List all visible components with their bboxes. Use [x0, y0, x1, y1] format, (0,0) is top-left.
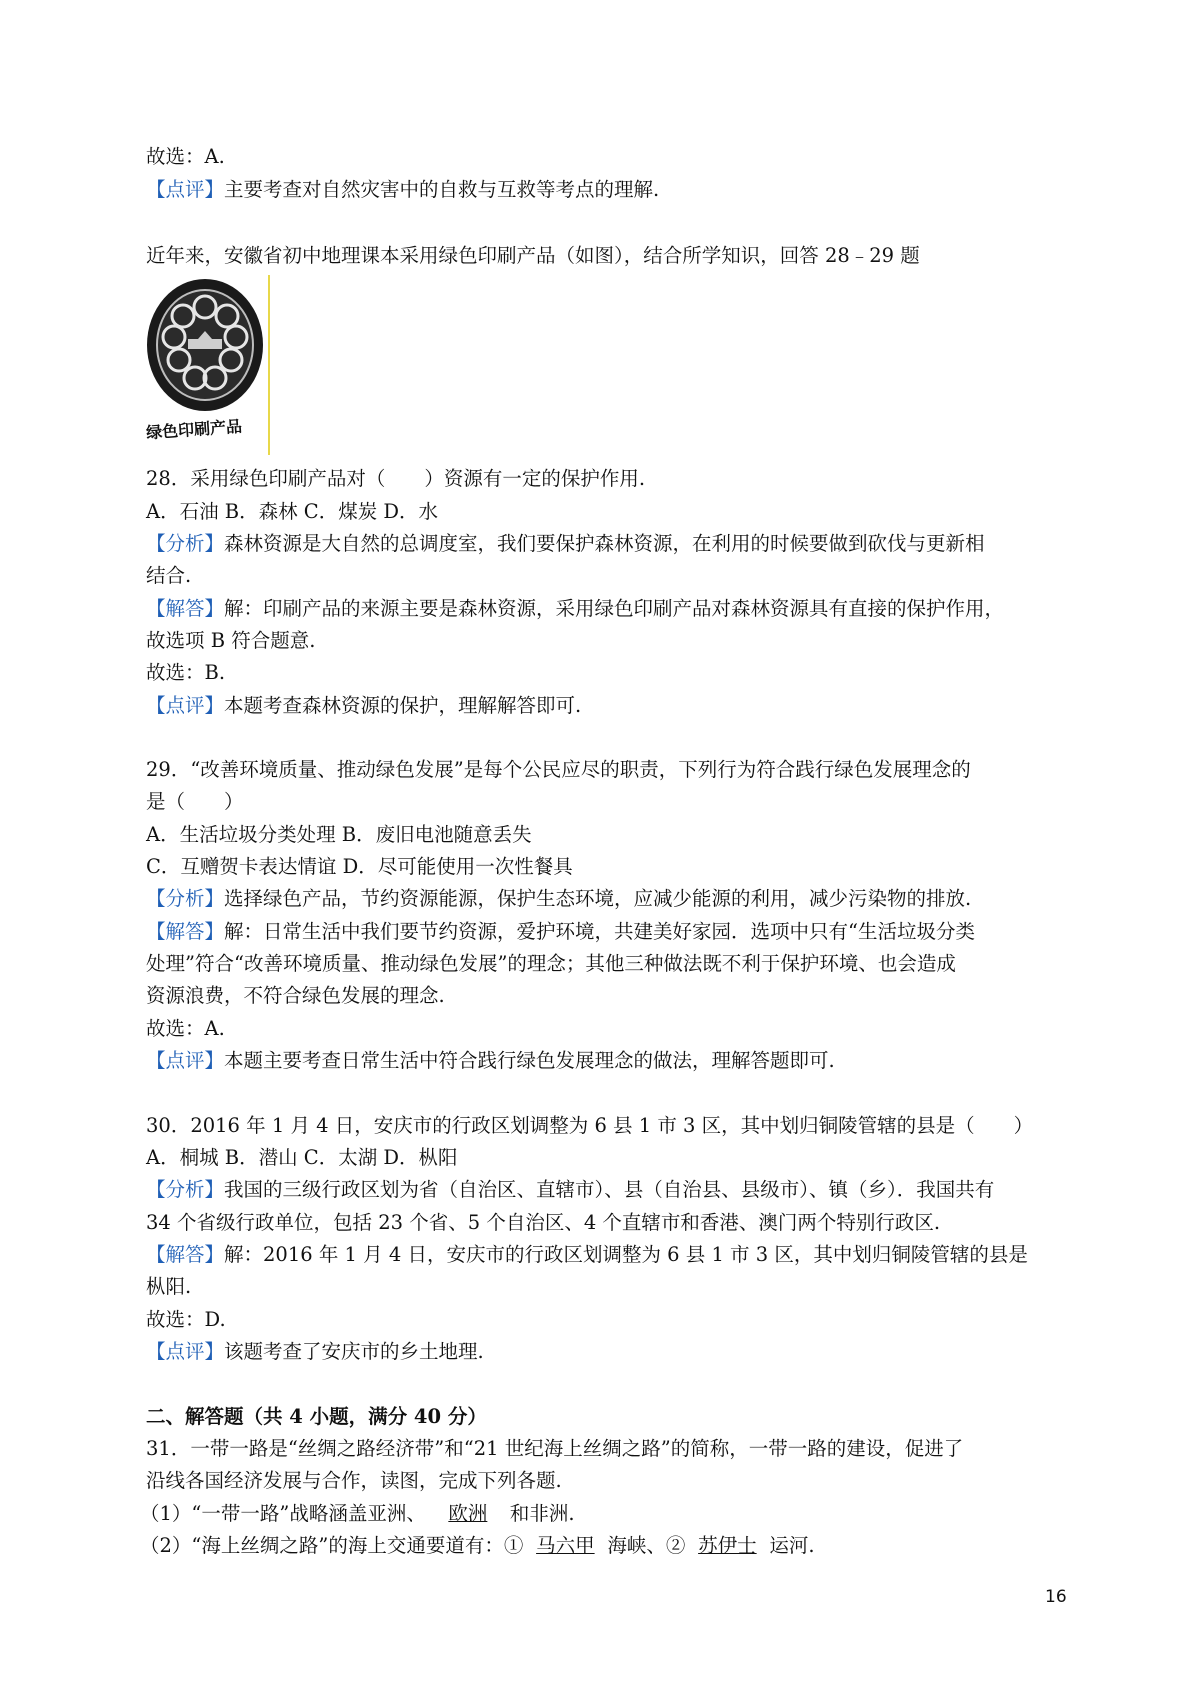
- analysis-text: 森林资源是大自然的总调度室，我们要保护森林资源，在利用的时候要做到砍伐与更新相: [224, 532, 985, 555]
- comment-text: 本题考查森林资源的保护，理解解答即可.: [224, 694, 582, 717]
- q31-sub1: [140, 1500, 575, 1528]
- q30-stem: 30．2016 年 1 月 4 日，安庆市的行政区划调整为 6 县 1 市 3 区，其中划归铜陵管辖的县是（ ）: [146, 1114, 1034, 1137]
- sub2-suffix: 运河.: [769, 1534, 815, 1557]
- solution-text: 解：2016 年 1 月 4 日，安庆市的行政区划调整为 6 县 1 市 3 区，其中划归铜陵管辖的县是: [224, 1243, 1028, 1266]
- q28-stem: 28．采用绿色印刷产品对（ ）资源有一定的保护作用.: [146, 467, 646, 490]
- q28-answer: 故选：B.: [146, 661, 226, 684]
- sub2-prefix: （2）“海上丝绸之路”的海上交通要道有：①: [140, 1534, 524, 1557]
- q30-solution: [146, 1241, 1028, 1269]
- q30-analysis-cont: 34 个省级行政单位，包括 23 个省、5 个自治区、4 个直辖市和香港、澳门两个特别行政区.: [146, 1211, 941, 1234]
- prev-comment: [146, 176, 659, 204]
- comment-tag: 【点评】: [146, 178, 225, 201]
- analysis-tag: 【分析】: [146, 1178, 225, 1201]
- comment-tag: 【点评】: [146, 1049, 225, 1072]
- q31-stem-cont: 沿线各国经济发展与合作，读图，完成下列各题.: [146, 1469, 562, 1492]
- q30-answer: 故选：D.: [146, 1308, 226, 1331]
- solution-tag: 【解答】: [146, 920, 225, 943]
- analysis-text: 选择绿色产品，节约资源能源，保护生态环境，应减少能源的利用，减少污染物的排放.: [224, 887, 972, 910]
- q30-solution-cont: 枞阳.: [146, 1275, 192, 1298]
- q29-answer: 故选：A.: [146, 1017, 225, 1040]
- q30-analysis: [146, 1176, 994, 1204]
- comment-text: 该题考查了安庆市的乡土地理.: [224, 1340, 484, 1363]
- q28-options: A．石油 B．森林 C．煤炭 D．水: [146, 500, 439, 523]
- q29-solution: [146, 918, 975, 946]
- sub2-middle: 海峡、②: [607, 1534, 686, 1557]
- section-title: 二、解答题（共 4 小题，满分 40 分）: [146, 1405, 487, 1428]
- sub1-suffix: 和非洲.: [509, 1502, 575, 1525]
- prev-answer: 故选：A.: [146, 145, 225, 168]
- q29-solution-cont-2: 资源浪费，不符合绿色发展的理念.: [146, 984, 445, 1007]
- q29-solution-cont-1: 处理”符合“改善环境质量、推动绿色发展”的理念；其他三种做法既不利于保护环境、也会造成: [146, 952, 956, 975]
- q30-options: A．桐城 B．潜山 C．太湖 D．枞阳: [146, 1146, 458, 1169]
- intro-text: 近年来，安徽省初中地理课本采用绿色印刷产品（如图），结合所学知识，回答 28﹣29 题: [146, 244, 920, 267]
- q28-solution: [146, 595, 1004, 623]
- sub1-prefix: （1）“一带一路”战略涵盖亚洲、: [140, 1502, 426, 1525]
- sub1-answer-blank: 欧洲: [448, 1502, 488, 1525]
- analysis-tag: 【分析】: [146, 887, 225, 910]
- comment-text: 主要考查对自然灾害中的自救与互救等考点的理解.: [224, 178, 660, 201]
- analysis-text: 我国的三级行政区划为省（自治区、直辖市）、县（自治县、县级市）、镇（乡）．我国共有: [224, 1178, 995, 1201]
- q29-stem-cont: 是（ ）: [146, 790, 244, 813]
- q28-comment: [146, 692, 581, 720]
- q28-analysis-cont: 结合.: [146, 564, 192, 587]
- solution-tag: 【解答】: [146, 1243, 225, 1266]
- comment-text: 本题主要考查日常生活中符合践行绿色发展理念的做法，理解答题即可.: [224, 1049, 835, 1072]
- comment-tag: 【点评】: [146, 694, 225, 717]
- solution-text: 解：印刷产品的来源主要是森林资源，采用绿色印刷产品对森林资源具有直接的保护作用，: [224, 597, 1005, 620]
- q30-comment: [146, 1338, 484, 1366]
- page-number: 16: [1045, 1587, 1067, 1607]
- q29-comment: [146, 1047, 835, 1075]
- q28-solution-cont: 故选项 B 符合题意.: [146, 629, 316, 652]
- q29-options-1: A．生活垃圾分类处理 B．废旧电池随意丢失: [146, 823, 532, 846]
- q31-stem: 31．一带一路是“丝绸之路经济带”和“21 世纪海上丝绸之路”的简称，一带一路的建设，促进了: [146, 1437, 964, 1460]
- q31-sub2: [140, 1532, 815, 1560]
- logo-caption: 绿色印刷产品: [145, 416, 243, 443]
- analysis-tag: 【分析】: [146, 532, 225, 555]
- sub2-answer-blank-2: 苏伊士: [698, 1534, 757, 1557]
- sub2-answer-blank-1: 马六甲: [536, 1534, 595, 1557]
- solution-text: 解：日常生活中我们要节约资源，爱护环境，共建美好家园．选项中只有“生活垃圾分类: [224, 920, 975, 943]
- green-printing-logo: [143, 275, 273, 455]
- q29-analysis: [146, 885, 971, 913]
- q29-stem: 29．“改善环境质量、推动绿色发展”是每个公民应尽的职责，下列行为符合践行绿色发展理念的: [146, 758, 971, 781]
- comment-tag: 【点评】: [146, 1340, 225, 1363]
- q28-analysis: [146, 530, 985, 558]
- solution-tag: 【解答】: [146, 597, 225, 620]
- q29-options-2: C．互赠贺卡表达情谊 D．尽可能使用一次性餐具: [146, 855, 573, 878]
